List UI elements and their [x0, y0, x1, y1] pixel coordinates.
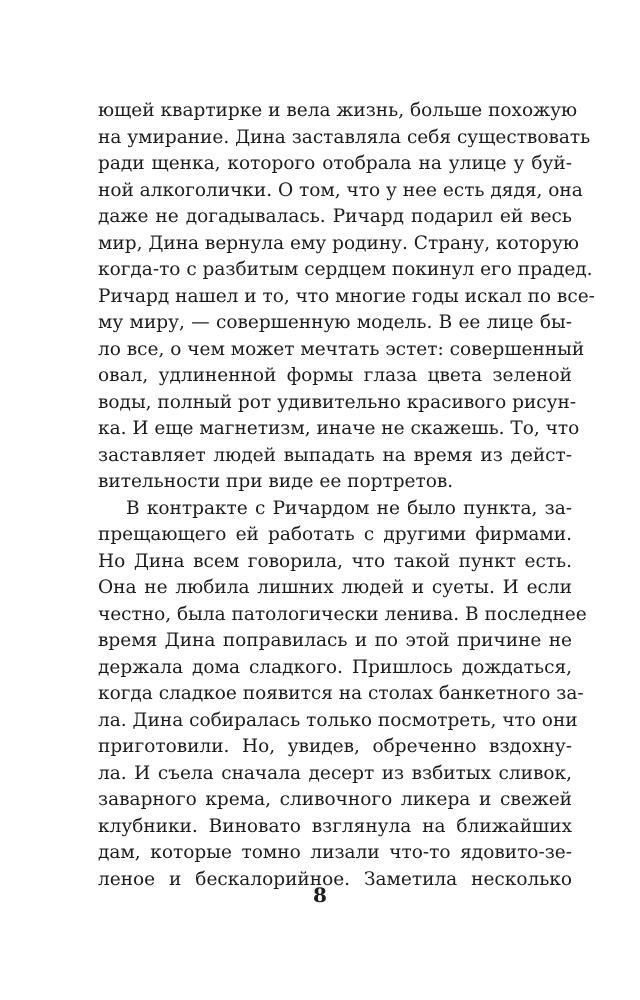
text-line: держала дома сладкого. Пришлось дождаться, — [98, 656, 572, 678]
paragraph-end-line: вительности при виде ее портретов. — [98, 471, 454, 492]
text-line: дам, которые томно лизали что-то ядовито-зе- — [98, 842, 572, 863]
paragraph-first-line: В контракте с Ричардом не было пункта, за- — [126, 497, 572, 519]
text-line: леное и бескалорийное. Заметила несколько — [98, 868, 572, 890]
text-line: Но Дина всем говорила, что такой пункт есть. — [98, 550, 572, 572]
page-number: 8 — [313, 883, 327, 907]
text-line: заварного крема, сливочного ликера и свежей — [98, 789, 572, 810]
text-line: на умирание. Дина заставляла себя существовать — [98, 126, 591, 148]
text-line: когда сладкое появится на столах банкетного за- — [98, 683, 584, 704]
text-line: ка. И еще магнетизм, иначе не скажешь. То, что — [98, 418, 580, 439]
text-line: ла. И съела сначала десерт из взбитых сливок, — [98, 762, 572, 784]
text-line: время Дина поправилась и по этой причине не — [98, 630, 572, 651]
text-line: заставляет людей выпадать на время из дейст- — [98, 444, 572, 466]
text-line: ной алкоголички. О том, что у нее есть дядя, она — [98, 179, 583, 201]
text-line: Она не любила лишних людей и суеты. И если — [98, 577, 572, 598]
text-line: ла. Дина собиралась только посмотреть, что они — [98, 709, 578, 731]
text-line: клубники. Виновато взглянула на ближайших — [98, 815, 572, 837]
text-line: мир, Дина вернула ему родину. Страну, которую — [98, 232, 579, 254]
text-line: воды, полный рот удивительно красивого рисун- — [98, 391, 577, 413]
text-line: ради щенка, которого отобрала на улице у буй- — [98, 153, 572, 174]
text-line: приготовили. Но, увидев, обреченно вздохну- — [98, 736, 572, 757]
text-line: ющей квартирке и вела жизнь, больше похожую — [98, 100, 578, 121]
text-line: прещающего ей работать с другими фирмами. — [98, 524, 572, 545]
text-line: му миру, — совершенную модель. В ее лице бы- — [98, 312, 572, 333]
text-line: даже не догадывалась. Ричард подарил ей весь — [98, 206, 572, 227]
text-line: ло все, о чем может мечтать эстет: совершенный — [98, 338, 585, 360]
text-line: овал, удлиненной формы глаза цвета зеленой — [98, 365, 572, 386]
text-line: Ричард нашел и то, что многие годы искал по все- — [98, 285, 595, 307]
text-line: когда-то с разбитым сердцем покинул его прадед. — [98, 259, 593, 280]
text-line: честно, была патологически ленива. В последнее — [98, 603, 587, 625]
